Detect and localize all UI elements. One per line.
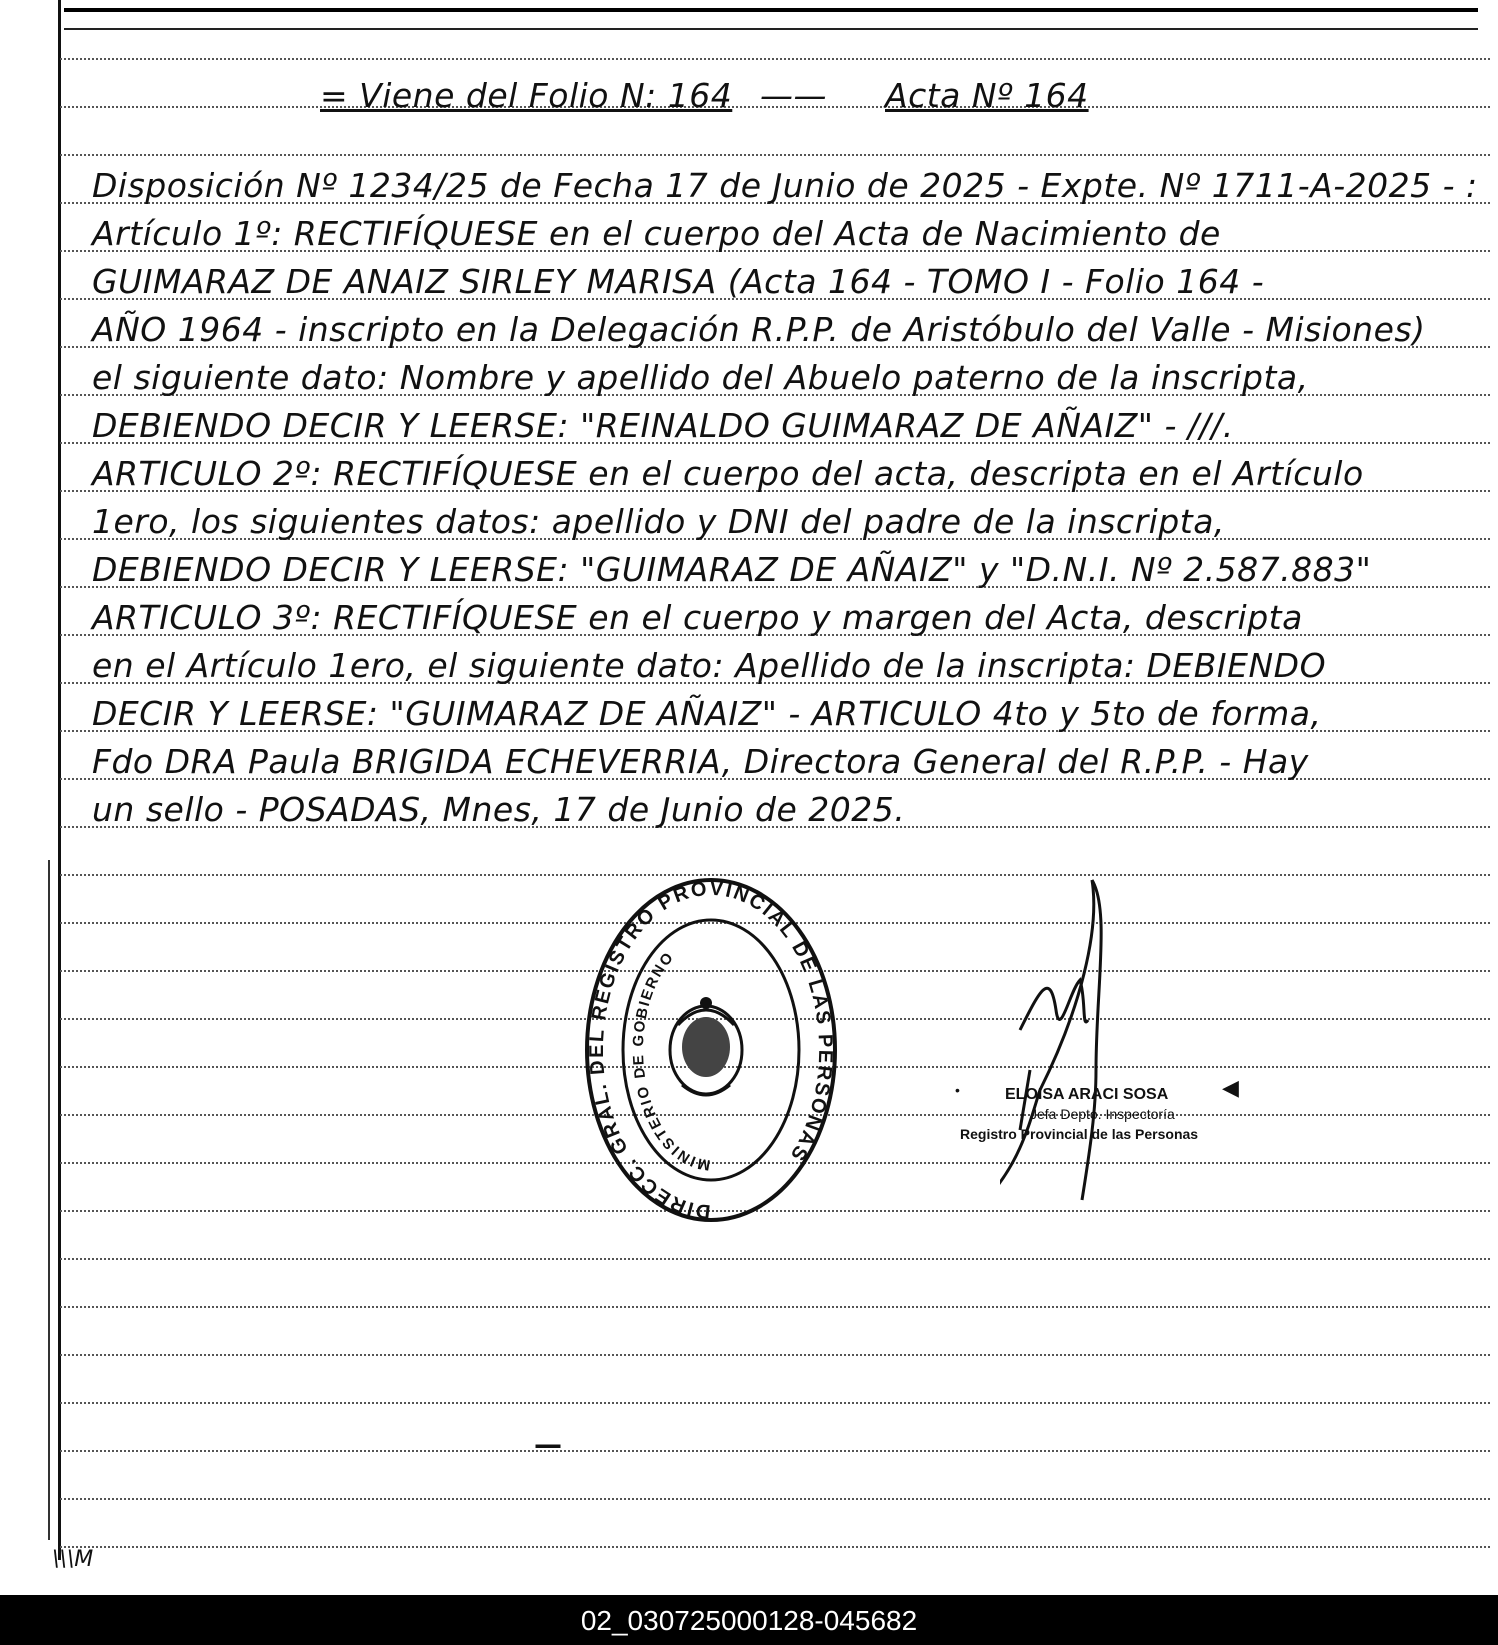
body-line: Artículo 1º: RECTIFÍQUESE en el cuerpo del Acta de Nacimiento de	[92, 214, 1221, 253]
ruled-line	[60, 1258, 1490, 1260]
top-border-rule-thin	[64, 28, 1478, 30]
ruled-line	[60, 1402, 1490, 1404]
signatory-name: ELOISA ARACI SOSA	[1005, 1086, 1169, 1103]
body-line: ARTICULO 3º: RECTIFÍQUESE en el cuerpo y margen del Acta, descripta	[92, 598, 1303, 637]
ruled-line	[60, 1546, 1490, 1548]
signatory-organization: Registro Provincial de las Personas	[960, 1126, 1199, 1142]
body-line: GUIMARAZ DE ANAIZ SIRLEY MARISA (Acta 164 - TOMO I - Folio 164 -	[92, 262, 1265, 301]
body-line: Disposición Nº 1234/25 de Fecha 17 de Junio de 2025 - Expte. Nº 1711-A-2025 - :	[92, 166, 1478, 205]
body-line: el siguiente dato: Nombre y apellido del Abuelo paterno de la inscripta,	[92, 358, 1309, 397]
handwritten-signature	[1000, 870, 1200, 1230]
acta-number: Acta Nº 164	[885, 76, 1089, 115]
bottom-mark: —	[534, 1428, 562, 1461]
ruled-line	[60, 1498, 1490, 1500]
heading-separator: ——	[760, 76, 827, 115]
margin-initials: \\\M	[52, 1547, 94, 1572]
ruled-line	[60, 1354, 1490, 1356]
body-line: 1ero, los siguientes datos: apellido y DNI del padre de la inscripta,	[92, 502, 1225, 541]
stamp-mark: •	[955, 1082, 960, 1098]
body-line: DECIR Y LEERSE: "GUIMARAZ DE AÑAIZ" - ARTICULO 4to y 5to de forma,	[92, 694, 1322, 733]
document-code: 02_030725000128-045682	[580, 1605, 918, 1636]
left-margin-line-secondary	[48, 860, 50, 1540]
top-border-rule	[64, 8, 1478, 12]
ruled-line	[60, 1306, 1490, 1308]
ruled-line	[60, 58, 1490, 60]
seal-outer-text: DIRECC. GRAL. DEL REGISTRO PROVINCIAL DE LAS PERSONAS	[586, 877, 837, 1223]
left-margin-line	[58, 0, 61, 1560]
body-line: ARTICULO 2º: RECTIFÍQUESE en el cuerpo del acta, descripta en el Artículo	[92, 454, 1364, 493]
ruled-line	[60, 1450, 1490, 1452]
body-line: Fdo DRA Paula BRIGIDA ECHEVERRIA, Directora General del R.P.P. - Hay	[92, 742, 1309, 781]
seal-inner-text: MINISTERIO DE GOBIERNO	[629, 948, 712, 1174]
body-line: un sello - POSADAS, Mnes, 17 de Junio de 2025.	[92, 790, 906, 829]
folio-reference: = Viene del Folio N: 164	[320, 76, 733, 115]
stamp-flag-mark: ◀	[1222, 1076, 1239, 1101]
body-line: en el Artículo 1ero, el siguiente dato: Apellido de la inscripta: DEBIENDO	[92, 646, 1327, 685]
signatory-role: Jefa Depto. Inspectoría	[1030, 1106, 1175, 1122]
scan-footer-bar	[0, 1595, 1498, 1645]
body-line: DEBIENDO DECIR Y LEERSE: "GUIMARAZ DE AÑAIZ" y "D.N.I. Nº 2.587.883"	[92, 550, 1372, 589]
official-seal	[582, 875, 840, 1225]
coat-of-arms-emblem	[670, 997, 742, 1095]
ruled-line	[60, 154, 1490, 156]
body-line: AÑO 1964 - inscripto en la Delegación R.P.P. de Aristóbulo del Valle - Misiones)	[92, 310, 1426, 349]
body-line: DEBIENDO DECIR Y LEERSE: "REINALDO GUIMARAZ DE AÑAIZ" - ///.	[92, 406, 1234, 445]
